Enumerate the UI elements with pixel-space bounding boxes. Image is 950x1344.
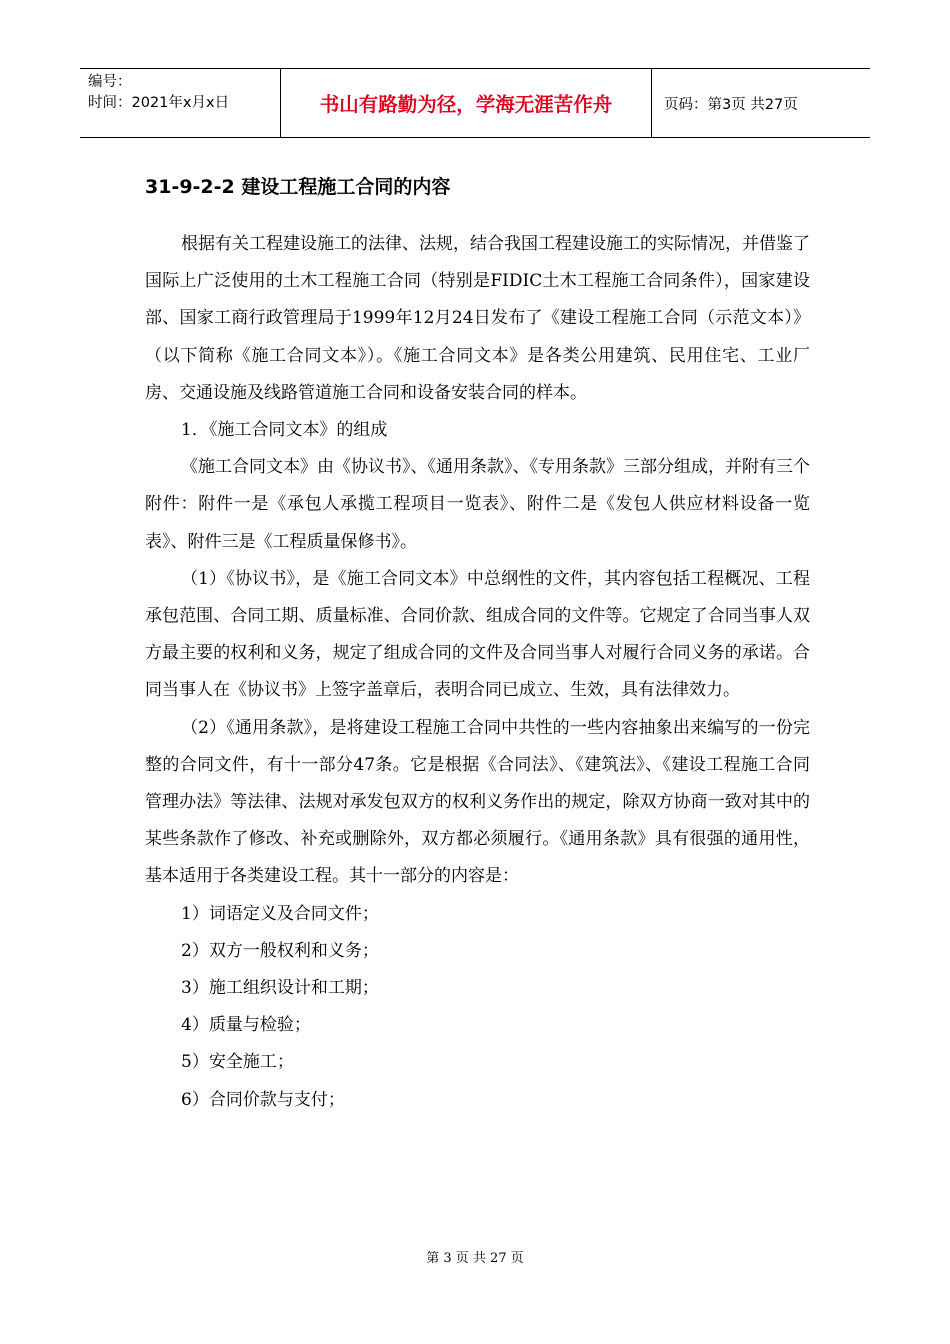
- list-item: 6）合同价款与支付；: [181, 1089, 345, 1110]
- document-body: [145, 226, 810, 1119]
- list-item: 1）词语定义及合同文件；: [181, 903, 379, 924]
- paragraph: （1）《协议书》，是《施工合同文本》中总纲性的文件，其内容包括工程概况、工程承包范围、合同工期、质量标准、合同价款、组成合同的文件等。它规定了合同当事人双方最主要的权利和义务，规定了组成合同的文件及合同当事人对履行合同义务的承诺。合同当事人在《协议书》上签字盖章后，表明合同已成立、生效，具有法律效力。: [145, 568, 810, 701]
- list-item: 5）安全施工；: [181, 1052, 294, 1073]
- paragraph: 1．《施工合同文本》的组成: [181, 420, 388, 441]
- list-item: 2）双方一般权利和义务；: [181, 940, 379, 961]
- paragraph: 《施工合同文本》由《协议书》、《通用条款》、《专用条款》三部分组成，并附有三个附件：附件一是《承包人承揽工程项目一览表》、附件二是《发包人供应材料设备一览表》、附件三是《工程质量保修书》。: [145, 457, 810, 552]
- header-page-info: 页码：第3页 共27页: [664, 96, 798, 113]
- header-date: 时间：2021年x月x日: [88, 95, 230, 111]
- header-motto: 书山有路勤为径，学海无涯苦作舟: [281, 69, 652, 137]
- page-footer: 第 3 页 共 27 页: [426, 1251, 524, 1266]
- page-header: [80, 68, 870, 138]
- paragraph: 根据有关工程建设施工的法律、法规，结合我国工程建设施工的实际情况，并借鉴了国际上广泛使用的土木工程施工合同（特别是FIDIC土木工程施工合同条件），国家建设部、国家工商行政管理局于1999年12月24日发布了《建设工程施工合同（示范文本）》（以下简称《施工合同文本》）。《施工合同文本》是各类公用建筑、民用住宅、工业厂房、交通设施及线路管道施工合同和设备安装合同的样本。: [145, 234, 810, 403]
- section-title: 31-9-2-2 建设工程施工合同的内容: [145, 176, 451, 198]
- list-item: 4）质量与检验；: [181, 1015, 311, 1036]
- header-meta: [80, 69, 281, 137]
- paragraph: （2）《通用条款》，是将建设工程施工合同中共性的一些内容抽象出来编写的一份完整的合同文件，有十一部分47条。它是根据《合同法》、《建筑法》、《建设工程施工合同管理办法》等法律、法规对承发包双方的权利义务作出的规定，除双方协商一致对其中的某些条款作了修改、补充或删除外，双方都必须履行。《通用条款》具有很强的通用性，基本适用于各类建设工程。其十一部分的内容是：: [145, 717, 810, 887]
- list-item: 3）施工组织设计和工期；: [181, 978, 379, 999]
- header-number-label: 编号：: [88, 74, 132, 90]
